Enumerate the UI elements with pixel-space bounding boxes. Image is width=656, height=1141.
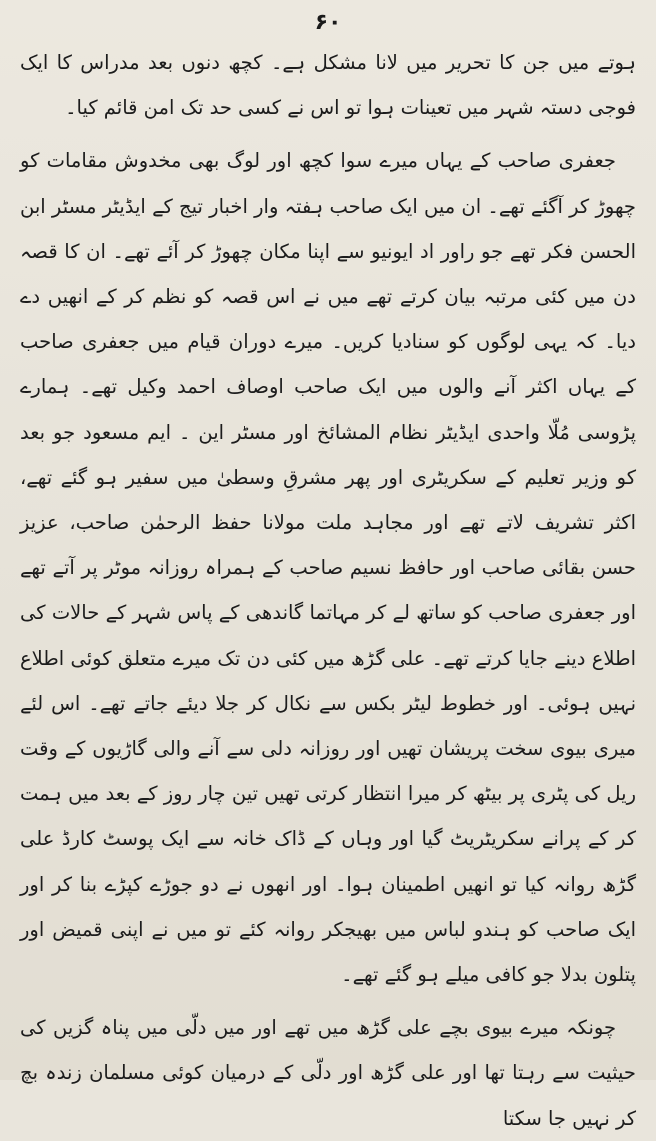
- paragraph-3: چونکہ میرے بیوی بچے علی گڑھ میں تھے اور میں دلّی میں پناہ گزیں کی حیثیت سے رہتا تھا اور علی گڑھ اور دلّی کے درمیان کوئی مسلمان زندہ بچ کر نہیں جا سکتا: [20, 1016, 636, 1130]
- paragraph-2: جعفری صاحب کے یہاں میرے سوا کچھ اور لوگ بھی مخدوش مقامات کو چھوڑ کر آگئے تھے۔ ان میں ایک صاحب ہفتہ وار اخبار تیج کے ایڈیٹر مسٹر ابن الحسن فکر تھے جو راور اد ایونیو سے اپنا مکان چھوڑ کر آئے تھے۔ ان کا قصہ دن میں کئی مرتبہ بیان کرتے تھے میں نے اس قصہ کو نظم کر کے انھیں دے دیا۔ کہ یہی لوگوں کو سنادیا کریں۔ میرے دوران قیام میں جعفری صاحب کے یہاں اکثر آنے والوں میں ایک صاحب اوصاف احمد وکیل تھے۔ ہمارے پڑوسی مُلّا واحدی ایڈیٹر نظام المشائخ اور مسٹر این ۔ ایم مسعود جو بعد کو وزیر تعلیم کے سکریٹری اور پھر مشرقِ وسطیٰ میں سفیر ہو گئے تھے، اکثر تشریف لاتے تھے اور مجاہد ملت مولانا حفظ الرحمٰن صاحب، عزیز حسن بقائی صاحب اور حافظ نسیم صاحب کے ہمراہ روزانہ موٹر پر آتے تھے اور جعفری صاحب کو ساتھ لے کر مہاتما گاندھی کے پاس شہر کے حالات کی اطلاع دینے جایا کرتے تھے۔ علی گڑھ میں کئی دن تک میرے متعلق کوئی اطلاع نہیں ہوئی۔ اور خطوط لیٹر بکس سے نکال کر جلا دیئے جاتے تھے۔ اس لئے میری بیوی سخت پریشان تھیں اور روزانہ دلی سے آنے والی گاڑیوں کے وقت ریل کی پٹری پر بیٹھ کر میرا انتظار کرتی تھیں تین چار روز کے بعد میں ہمت کر کے پرانے سکریٹریٹ گیا اور وہاں کے ڈاک خانہ سے ایک پوسٹ کارڈ علی گڑھ روانہ کیا تو انھیں اطمینان ہوا۔ اور انھوں نے دو جوڑے کپڑے بنا کر اور ایک صاحب کو ہندو لباس میں بھیجکر روانہ کئے تو میں نے اپنی قمیض اور پتلون بدلا جو کافی میلے ہو گئے تھے۔: [20, 149, 636, 987]
- page-number: ۶۰: [314, 10, 342, 35]
- page-body: [20, 40, 636, 1141]
- paragraph-1: ہوتے میں جن کا تحریر میں لانا مشکل ہے۔ کچھ دنوں بعد مدراس کا ایک فوجی دستہ شہر میں تعینات ہوا تو اس نے کسی حد تک امن قائم کیا۔: [20, 51, 636, 120]
